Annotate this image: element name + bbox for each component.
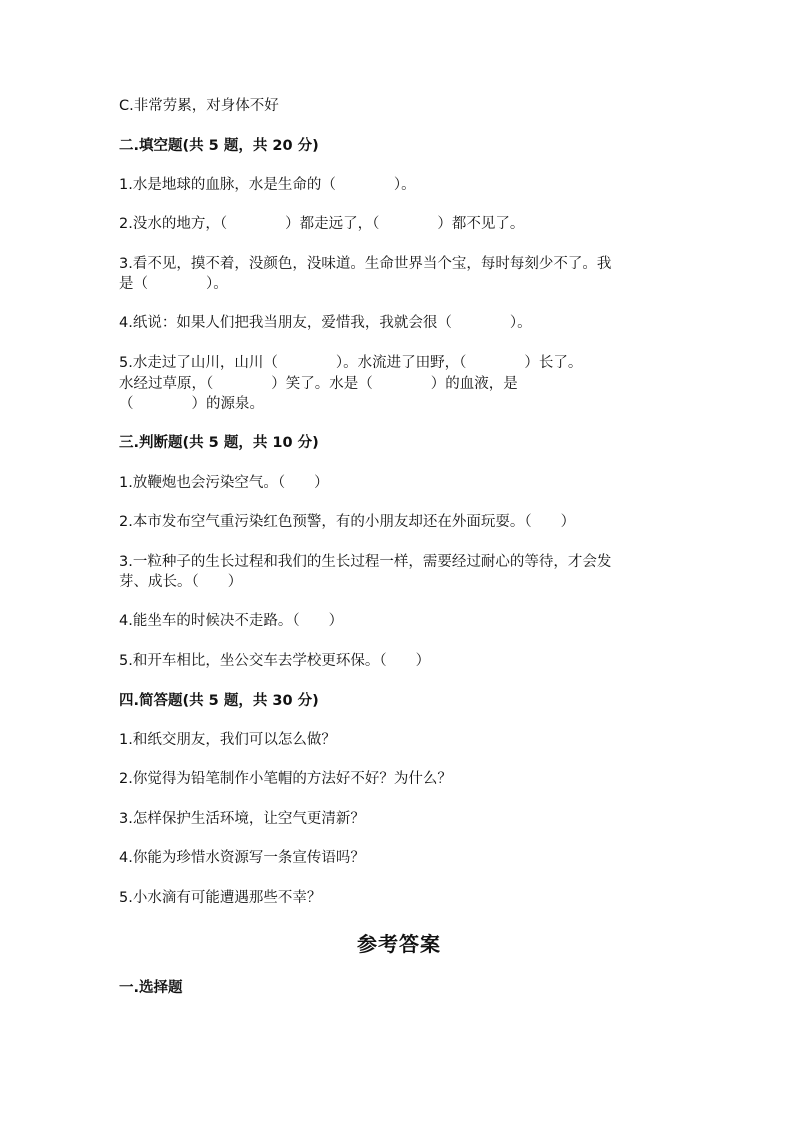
fill-question-1: 1.水是地球的血脉，水是生命的（ ）。 [119, 177, 416, 193]
short-question-4: 4.你能为珍惜水资源写一条宣传语吗？ [119, 850, 365, 866]
short-question-1: 1.和纸交朋友，我们可以怎么做？ [119, 732, 336, 748]
fill-question-3-line-1: 3.看不见，摸不着，没颜色，没味道。生命世界当个宝，每时每刻少不了。我 [119, 256, 612, 272]
short-question-5: 5.小水滴有可能遭遇那些不幸？ [119, 890, 322, 906]
short-question-2: 2.你觉得为铅笔制作小笔帽的方法好不好？为什么？ [119, 771, 452, 787]
section-heading-short-answer: 四.简答题(共 5 题，共 30 分) [119, 693, 319, 709]
fill-question-3-line-2: 是（ ）。 [119, 276, 228, 292]
fill-question-5-line-3: （ ）的源泉。 [119, 396, 264, 412]
fill-question-4: 4.纸说：如果人们把我当朋友，爱惜我，我就会很（ ）。 [119, 315, 532, 331]
answer-section-heading-choice: 一.选择题 [119, 980, 183, 996]
fill-question-5-line-1: 5.水走过了山川，山川（ ）。水流进了田野，（ ）长了。 [119, 355, 583, 371]
fill-question-5-line-2: 水经过草原，（ ）笑了。水是（ ）的血液，是 [119, 376, 518, 392]
tf-question-4: 4.能坐车的时候决不走路。（ ） [119, 613, 344, 629]
section-heading-true-false: 三.判断题(共 5 题，共 10 分) [119, 435, 319, 451]
section-heading-fill-in: 二.填空题(共 5 题，共 20 分) [119, 138, 319, 154]
choice-option-c: C.非常劳累，对身体不好 [119, 98, 279, 114]
answer-key-title: 参考答案 [357, 932, 441, 956]
tf-question-2: 2.本市发布空气重污染红色预警，有的小朋友却还在外面玩耍。（ ） [119, 514, 576, 530]
short-question-3: 3.怎样保护生活环境，让空气更清新？ [119, 811, 365, 827]
tf-question-5: 5.和开车相比，坐公交车去学校更环保。（ ） [119, 653, 431, 669]
tf-question-3-line-1: 3.一粒种子的生长过程和我们的生长过程一样，需要经过耐心的等待，才会发 [119, 554, 612, 570]
tf-question-3-line-2: 芽、成长。（ ） [119, 574, 243, 590]
tf-question-1: 1.放鞭炮也会污染空气。（ ） [119, 475, 329, 491]
fill-question-2: 2.没水的地方，（ ）都走远了，（ ）都不见了。 [119, 216, 525, 232]
